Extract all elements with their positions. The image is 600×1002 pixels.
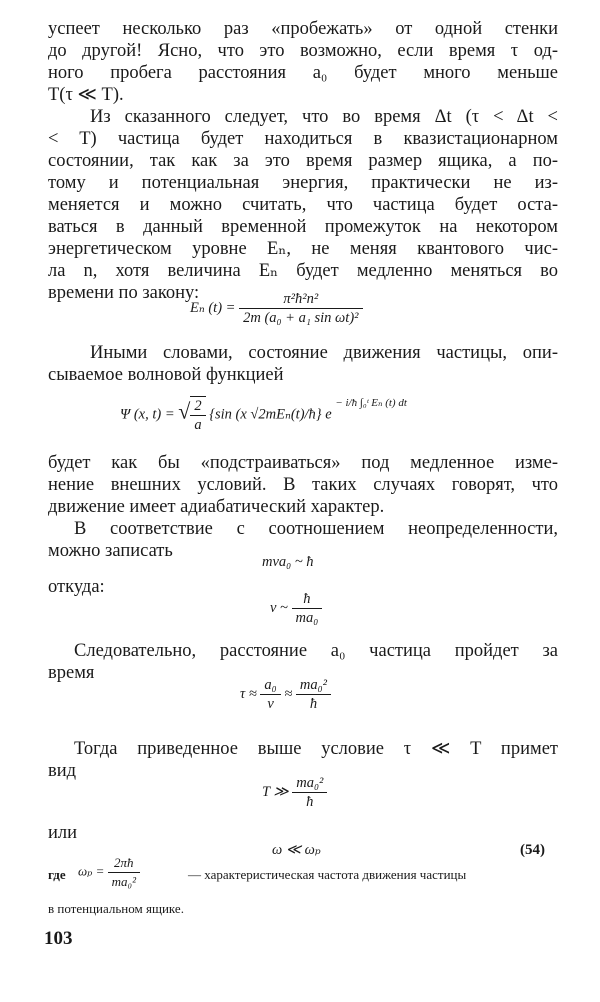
fraction-numerator: a₀	[260, 676, 280, 695]
equation-lhs: Eₙ (t) =	[190, 299, 236, 316]
text-line: — характеристическая частота движения частицы	[188, 867, 467, 882]
equation-lhs: ωₚ =	[78, 863, 105, 879]
equation-condition	[262, 774, 327, 811]
text-line: откуда:	[48, 577, 105, 597]
equation-fraction	[239, 290, 362, 327]
text-line: до другой! Ясно, что это возможно, если время τ од-	[48, 41, 558, 61]
text-line: Из сказанного следует, что во время Δt (τ < Δt <	[90, 107, 558, 127]
fraction-numerator: ħ	[292, 590, 323, 609]
sqrt-sign: √	[178, 398, 191, 424]
fraction-denominator: ma₀	[295, 610, 319, 626]
text-line: < T) частица будет находиться в квазистационарном	[48, 129, 558, 149]
fraction-denominator: ħ	[309, 696, 318, 712]
text-line: состоянии, так как за это время размер ящика, а по-	[48, 151, 558, 171]
page-number: 103	[44, 928, 73, 949]
equation-energy	[190, 290, 363, 327]
text-line: вид	[48, 761, 77, 781]
text-line: в потенциальном ящике.	[48, 901, 184, 916]
text-line: времени по закону:	[48, 283, 200, 303]
text-line: Следовательно, расстояние a₀ частица пройдет за	[74, 641, 558, 661]
equation-number: (54)	[520, 842, 545, 858]
fraction-denominator: 2m (a₀ + a₁ sin ωt)²	[243, 310, 359, 326]
equation-fraction	[292, 774, 327, 811]
fraction-numerator: ma₀²	[292, 774, 327, 793]
text-line: ного пробега расстояния a₀ будет много меньше	[48, 63, 558, 83]
approx-sign: ≈	[284, 685, 293, 702]
sqrt-fraction	[190, 396, 205, 434]
text-line: сываемое волновой функцией	[48, 365, 284, 385]
equation-fraction	[292, 590, 323, 627]
equation-fraction	[260, 676, 280, 713]
equation-body: {sin (x √2mEₙ(t)/ħ} e	[209, 406, 332, 423]
equation-uncertainty: mva₀ ~ ħ	[262, 554, 314, 570]
text-line: можно записать	[48, 541, 173, 561]
fraction-numerator: 2πħ	[108, 854, 140, 873]
equation-lhs: τ ≈	[240, 685, 257, 702]
equation-fraction	[108, 854, 140, 891]
equation-velocity	[270, 590, 322, 627]
text-line: будет как бы «подстраиваться» под медленное изме-	[48, 453, 558, 473]
equation-fraction	[296, 676, 331, 713]
fraction-numerator: π²ħ²n²	[239, 290, 362, 309]
text-line: В соответствие с соотношением неопределенности,	[74, 519, 558, 539]
equation-lhs: v ~	[270, 599, 288, 616]
text-line: энергетическом уровне Eₙ, не меняя квантового чис-	[48, 239, 558, 259]
text-line: ла n, хотя величина Eₙ будет медленно меняться во	[48, 261, 558, 281]
text-line: где	[48, 867, 66, 882]
equation-exponent: − i/ħ ∫₀ᵗ Eₙ (t) dt	[335, 397, 407, 410]
equation-time	[240, 676, 331, 713]
fraction-denominator: ma₀²	[111, 874, 136, 889]
fraction-numerator: 2	[190, 397, 205, 416]
text-line: движение имеет адиабатический характер.	[48, 497, 385, 517]
text-line: ваться в данный временной промежуток на некотором	[48, 217, 558, 237]
text-line: Тогда приведенное выше условие τ ≪ T примет	[74, 739, 558, 759]
text-line: Иными словами, состояние движения частицы, опи-	[90, 343, 558, 363]
text-line: время	[48, 663, 95, 683]
text-line: меняется и можно считать, что частица будет оста-	[48, 195, 558, 215]
text-line: тому и потенциальная энергия, практически не из-	[48, 173, 558, 193]
fraction-denominator: a	[194, 417, 202, 433]
text-line: нение внешних условий. В таких случаях говорят, что	[48, 475, 558, 495]
text-line: T(τ ≪ T).	[48, 85, 124, 105]
text-line: или	[48, 823, 78, 843]
fraction-denominator: v	[267, 696, 274, 712]
fraction-numerator: ma₀²	[296, 676, 331, 695]
equation-omega-p	[78, 854, 140, 891]
fraction-denominator: ħ	[306, 794, 314, 810]
text-line: успеет несколько раз «пробежать» от одной стенки	[48, 19, 558, 39]
equation-lhs: T ≫	[262, 783, 289, 800]
equation-omega: ω ≪ ωₚ	[272, 842, 321, 858]
equation-lhs: Ψ (x, t) =	[120, 406, 175, 423]
equation-wavefunction	[120, 396, 407, 434]
